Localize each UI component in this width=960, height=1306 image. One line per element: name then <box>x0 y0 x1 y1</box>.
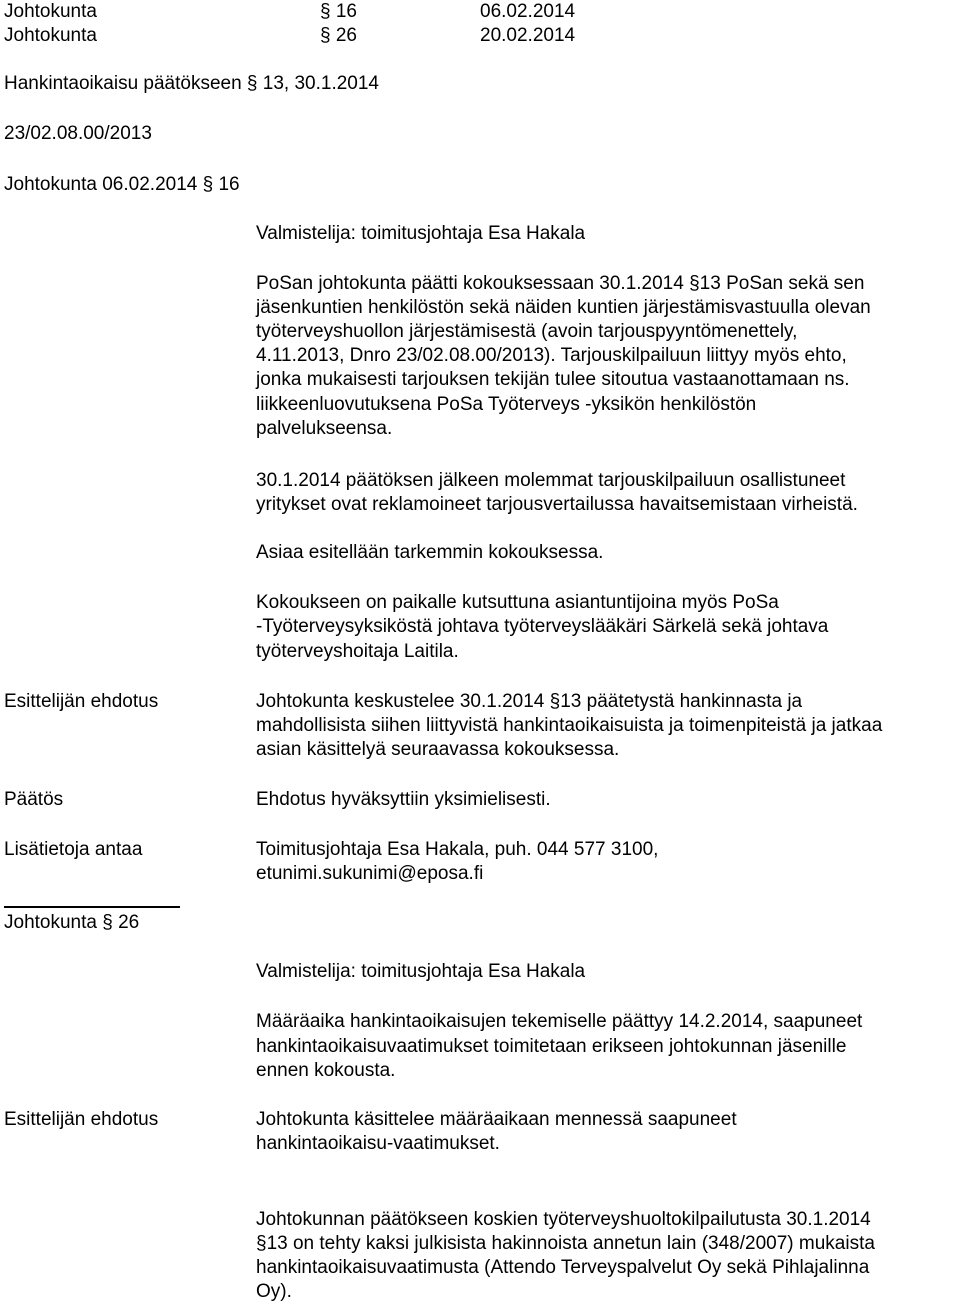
header-date: 20.02.2014 <box>480 25 576 46</box>
dnro: 23/02.08.00/2013 <box>4 123 152 144</box>
section-divider <box>4 906 180 908</box>
info-label: Lisätietoja antaa <box>4 839 143 860</box>
meeting-reference: Johtokunta 06.02.2014 § 16 <box>4 174 240 195</box>
paragraph-line: -Työterveysyksiköstä johtava työterveyslääkäri Särkelä sekä johtava <box>256 616 829 637</box>
paragraph-line: hankintaoikaisuvaatimusta (Attendo Terveyspalvelut Oy sekä Pihlajalinna <box>256 1257 870 1278</box>
section-heading: Johtokunta § 26 <box>4 912 140 933</box>
paragraph-line: 4.11.2013, Dnro 23/02.08.00/2013). Tarjouskilpailuun liittyy myös ehto, <box>256 345 847 366</box>
paragraph-line: Kokoukseen on paikalle kutsuttuna asiantuntijoina myös PoSa <box>256 592 779 613</box>
paragraph-line: Määräaika hankintaoikaisujen tekemiselle päättyy 14.2.2014, saapuneet <box>256 1011 863 1032</box>
paragraph-line: Oy). <box>256 1281 292 1302</box>
decision-label: Päätös <box>4 789 64 810</box>
paragraph-line: 30.1.2014 päätöksen jälkeen molemmat tarjouskilpailuun osallistuneet <box>256 470 846 491</box>
preparer: Valmistelija: toimitusjohtaja Esa Hakala <box>256 961 586 982</box>
proposal-label: Esittelijän ehdotus <box>4 1109 159 1130</box>
paragraph-line: ennen kokousta. <box>256 1060 396 1081</box>
paragraph-line: työterveyshuollon järjestämisestä (avoin tarjouspyyntömenettely, <box>256 321 798 342</box>
proposal-line: hankintaoikaisu-vaatimukset. <box>256 1133 500 1154</box>
header-date: 06.02.2014 <box>480 1 576 22</box>
paragraph-line: PoSan johtokunta päätti kokouksessaan 30.1.2014 §13 PoSan sekä sen <box>256 273 865 294</box>
paragraph-line: Asiaa esitellään tarkemmin kokouksessa. <box>256 542 604 563</box>
paragraph-line: jonka mukaisesti tarjouksen tekijän tulee sitoutua vastaanottamaan ns. <box>256 369 850 390</box>
header-label: Johtokunta <box>4 1 97 22</box>
paragraph-line: jäsenkuntien henkilöstön sekä näiden kuntien järjestämisvastuulla olevan <box>256 297 871 318</box>
header-label: Johtokunta <box>4 25 97 46</box>
decision: Ehdotus hyväksyttiin yksimielisesti. <box>256 789 551 810</box>
paragraph-line: työterveyshoitaja Laitila. <box>256 641 459 662</box>
proposal-line: mahdollisista siihen liittyvistä hankintaoikaisuista ja toimenpiteistä ja jatkaa <box>256 715 883 736</box>
info-line: etunimi.sukunimi@eposa.fi <box>256 863 484 884</box>
proposal-line: Johtokunta keskustelee 30.1.2014 §13 päätetystä hankinnasta ja <box>256 691 803 712</box>
proposal-label: Esittelijän ehdotus <box>4 691 159 712</box>
preparer: Valmistelija: toimitusjohtaja Esa Hakala <box>256 223 586 244</box>
paragraph-line: hankintaoikaisuvaatimukset toimitetaan erikseen johtokunnan jäsenille <box>256 1036 847 1057</box>
paragraph-line: Johtokunnan päätökseen koskien työterveyshuoltokilpailutusta 30.1.2014 <box>256 1209 871 1230</box>
header-section: § 16 <box>320 1 357 22</box>
info-line: Toimitusjohtaja Esa Hakala, puh. 044 577 3100, <box>256 839 659 860</box>
header-section: § 26 <box>320 25 357 46</box>
paragraph-line: §13 on tehty kaksi julkisista hakinnoista annetun lain (348/2007) mukaista <box>256 1233 875 1254</box>
proposal-line: asian käsittelyä seuraavassa kokouksessa. <box>256 739 620 760</box>
paragraph-line: yritykset ovat reklamoineet tarjousvertailussa havaitsemistaan virheistä. <box>256 494 858 515</box>
proposal-line: Johtokunta käsittelee määräaikaan mennessä saapuneet <box>256 1109 737 1130</box>
paragraph-line: liikkeenluovutuksena PoSa Työterveys -yksikön henkilöstön <box>256 394 757 415</box>
paragraph-line: palvelukseensa. <box>256 418 393 439</box>
page-title: Hankintaoikaisu päätökseen § 13, 30.1.2014 <box>4 73 379 94</box>
